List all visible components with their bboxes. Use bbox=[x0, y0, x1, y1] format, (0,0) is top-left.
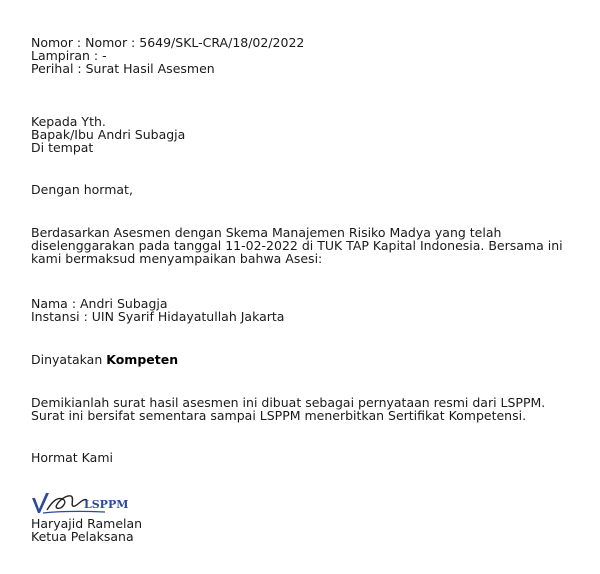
closing-paragraph: Demikianlah surat hasil asesmen ini dibuat sebagai pernyataan resmi dari LSPPM. Surat ini bersifat sementara sampai LSPPM menerbitkan Sertifikat Kompetensi. bbox=[31, 395, 546, 423]
check-mark-icon bbox=[32, 493, 49, 513]
logo-underline bbox=[43, 511, 105, 513]
letter bbox=[31, 36, 579, 543]
lsppm-logo-signature bbox=[31, 490, 129, 516]
perihal-line: Perihal : Surat Hasil Asesmen bbox=[31, 61, 215, 76]
asesi-name: Nama : Andri Subagja bbox=[31, 296, 168, 311]
lsppm-logo-graphic bbox=[31, 490, 129, 516]
nomor-line: Nomor : Nomor : 5649/SKL-CRA/18/02/2022 bbox=[31, 35, 305, 50]
lampiran-line: Lampiran : - bbox=[31, 48, 107, 63]
recipient-line-2: Bapak/Ibu Andri Subagja bbox=[31, 127, 186, 142]
result-line bbox=[31, 353, 579, 366]
intro-paragraph: Berdasarkan Asesmen dengan Skema Manajemen Risiko Madya yang telah diselenggarakan pada tanggal 11-02-2022 di TUK TAP Kapital Indonesia. Bersama ini kami bermaksud menyampaikan bahwa Asesi: bbox=[31, 225, 563, 266]
closing-salutation: Hormat Kami bbox=[31, 450, 113, 465]
result-status: Kompeten bbox=[106, 352, 179, 367]
signer-title: Ketua Pelaksana bbox=[31, 529, 134, 544]
recipient-line-3: Di tempat bbox=[31, 140, 94, 155]
signer-name: Haryajid Ramelan bbox=[31, 516, 143, 531]
logo-text: LSPPM bbox=[84, 498, 129, 511]
recipient-line-1: Kepada Yth. bbox=[31, 114, 106, 129]
signature-scribble bbox=[47, 496, 87, 510]
result-prefix: Dinyatakan bbox=[31, 352, 103, 367]
greeting: Dengan hormat, bbox=[31, 182, 133, 197]
asesi-instansi: Instansi : UIN Syarif Hidayatullah Jakarta bbox=[31, 309, 285, 324]
